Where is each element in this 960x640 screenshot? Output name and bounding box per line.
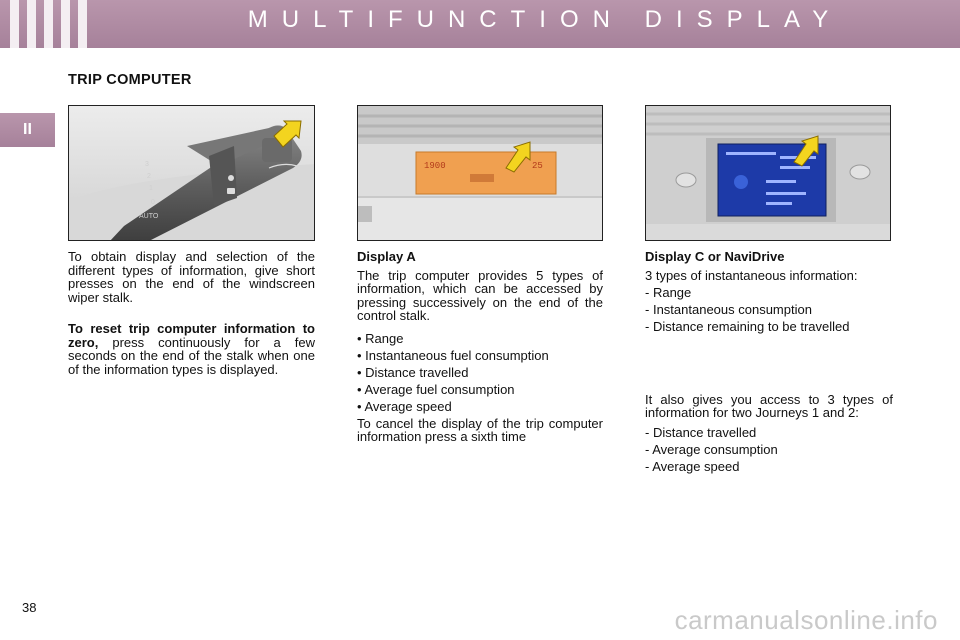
wiper-stalk-photo [68,105,315,241]
reset-text: press continuously for a few seconds on the end of the stalk when one of the information types is displayed. [68,334,315,377]
journeys-list [645,426,893,474]
stalk-label-0: 0 [151,199,155,206]
intro-column [68,250,315,376]
section-title: TRIP COMPUTER [68,72,192,88]
display-c-intro: 3 types of instantaneous information: [645,267,858,283]
list-item: - Average speed [645,458,740,474]
display-a-intro: The trip computer provides 5 types of information, which can be accessed by pressing successively on the end of the control stalk. [357,267,603,323]
display-a-heading: Display A [357,249,416,264]
display-c-photo [645,105,891,241]
display-a-list [357,332,603,414]
page-header [0,0,960,48]
list-item: - Instantaneous consumption [645,302,812,317]
display-c-list [645,286,893,334]
display-c-column [645,250,893,477]
watermark: carmanualsonline.info [674,605,938,635]
stalk-label-auto: AUTO [139,213,159,220]
display-a-readout-right: 25 [532,161,543,171]
display-a-illustration [358,106,603,241]
display-a-readout-left: 1900 [424,161,446,171]
stalk-label-2: 2 [147,173,151,180]
stalk-label-1: 1 [149,185,153,192]
list-item: - Average consumption [645,441,778,457]
reset-paragraph [68,322,315,376]
list-item: - Distance travelled [645,424,757,440]
reset-heading: To reset trip computer information to zero, [68,321,315,350]
stalk-label-3: 3 [145,161,149,168]
display-a-column [357,250,603,444]
list-item: • Average fuel consumption [357,381,515,397]
list-item: - Range [645,285,692,300]
list-item: • Range [357,330,404,346]
list-item: - Distance remaining to be travelled [645,319,850,334]
list-item: • Distance travelled [357,364,469,380]
intro-paragraph: To obtain display and selection of the different types of information, give short presses on the end of the windscreen wiper stalk. [68,249,315,305]
display-a-photo [357,105,603,241]
page-number: 38 [22,600,37,615]
list-item: • Average speed [357,398,452,414]
list-item: • Instantaneous fuel consumption [357,347,549,363]
header-stripes [10,0,87,48]
display-c-illustration [646,106,891,241]
display-c-heading: Display C or NaviDrive [645,249,785,264]
display-a-outro: To cancel the display of the trip computer information press a sixth time [357,415,603,444]
wiper-stalk-illustration [69,106,315,241]
journeys-intro: It also gives you access to 3 types of information for two Journeys 1 and 2: [645,391,893,420]
header-title: MULTIFUNCTION DISPLAY [247,6,843,33]
chapter-tab: II [0,113,55,147]
